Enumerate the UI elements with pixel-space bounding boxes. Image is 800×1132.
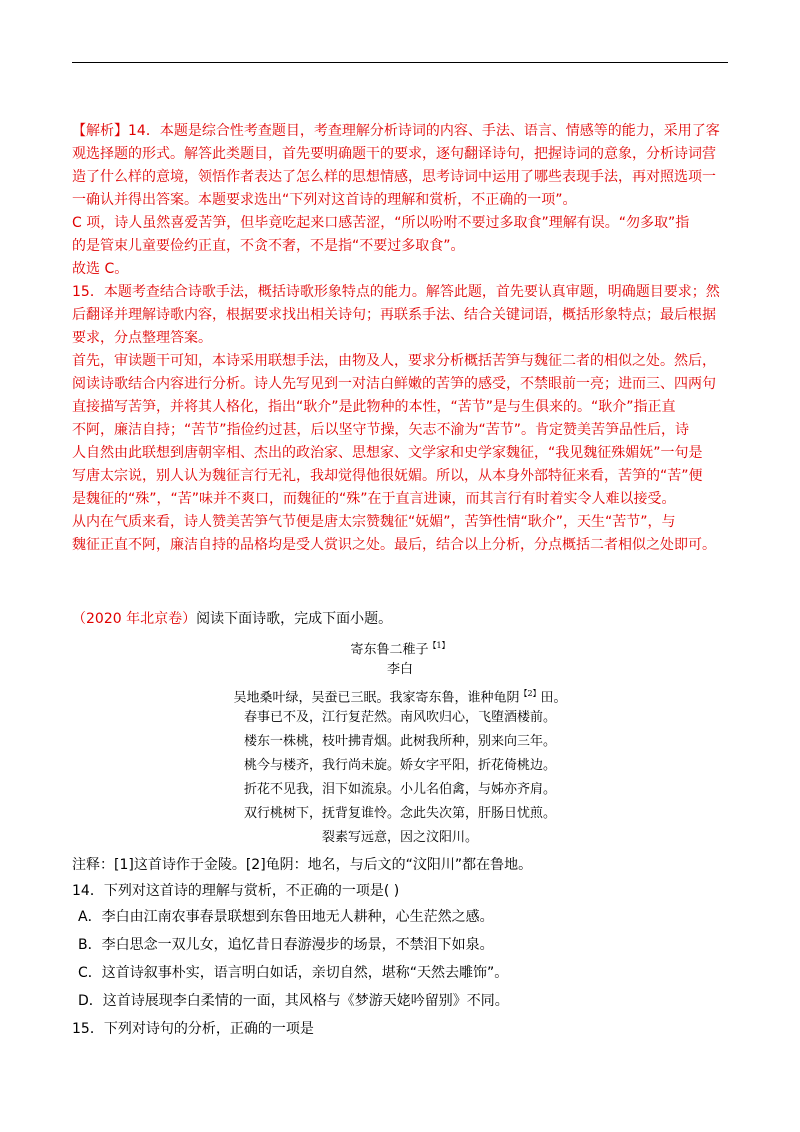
footnote: 注释：[1]这首诗作于金陵。[2]龟阴：地名，与后文的“汶阳川”都在鲁地。 — [72, 857, 533, 873]
analysis-line: 不阿，廉洁自持；“苦节”指俭约过甚，后以坚守节操，矢志不渝为“苦节”。肯定赞美苦笋品性后，诗 — [72, 422, 690, 438]
analysis-line: C 项，诗人虽然喜爱苦笋，但毕竟吃起来口感苦涩，“所以吩咐不要过多取食”理解有误。“勿多取”指 — [72, 215, 690, 231]
poem-line: 春事已不及，江行复茫然。南风吹归心，飞堕酒楼前。 — [243, 710, 556, 725]
option-c: C．这首诗叙事朴实，语言明白如话，亲切自然，堪称“天然去雕饰”。 — [78, 965, 509, 981]
analysis-line: 写唐太宗说，别人认为魏征言行无礼，我却觉得他很妩媚。所以，从本身外部特征来看，苦笋的“苦”便 — [72, 468, 703, 484]
analysis-line: 一确认并得出答案。本题要求选出“下列对这首诗的理解和赏析，不正确的一项”。 — [72, 192, 577, 208]
question-15-stem: 15．下列对诗句的分析，正确的一项是 — [72, 1021, 314, 1037]
analysis-line: 阅读诗歌结合内容进行分析。诗人先写见到一对洁白鲜嫩的苦笋的感受，不禁眼前一亮；进而三、四两句 — [72, 376, 716, 392]
analysis-line: 从内在气质来看，诗人赞美苦笋气节便是唐太宗赞魏征“妩媚”，苦笋性情“耿介”，天生“苦节”，与 — [72, 514, 676, 530]
analysis-line: 观选择题的形式。解答此类题目，首先要明确题干的要求，逐句翻译诗句，把握诗词的意象，分析诗词营 — [72, 146, 716, 162]
footnote-marker: 【1】 — [428, 641, 450, 650]
option-a: A．李白由江南农事春景联想到东鲁田地无人耕种，心生茫然之感。 — [78, 909, 494, 925]
poem — [140, 634, 660, 850]
poem-line: 桃今与楼齐，我行尚未旋。娇女字平阳，折花倚桃边。 — [243, 758, 556, 773]
analysis-line: 人自然由此联想到唐朝宰相、杰出的政治家、思想家、文学家和史学家魏征，“我见魏征殊媚妩”一句是 — [72, 445, 703, 461]
poem-line: 裂素写远意，因之汶阳川。 — [321, 830, 478, 845]
source-instruction: 阅读下面诗歌，完成下面小题。 — [196, 611, 393, 627]
analysis-line: 故选 C。 — [72, 261, 129, 277]
analysis-line: 要求，分点整理答案。 — [72, 330, 212, 346]
question-14-stem: 14．下列对这首诗的理解与赏析，不正确的一项是( ) — [72, 883, 400, 899]
analysis-line: 是魏征的“殊”，“苦”味并不爽口，而魏征的“殊”在于直言进谏，而其言行有时着实令人难以接受。 — [72, 491, 676, 507]
poem-title: 寄东鲁二稚子$^{【1】}$ — [350, 641, 450, 658]
analysis-line: 15．本题考查结合诗歌手法，概括诗歌形象特点的能力。解答此题，首先要认真审题，明确题目要求；然 — [72, 284, 720, 300]
analysis-line: 【解析】14．本题是综合性考查题目，考查理解分析诗词的内容、手法、语言、情感等的能力，采用了客 — [72, 123, 720, 139]
analysis-line: 直接描写苦笋，并将其人格化，指出“耿介”是此物种的本性，“苦节”是与生俱来的。“耿介”指正直 — [72, 399, 676, 415]
option-d: D．这首诗展现李白柔情的一面，其风格与《梦游天姥吟留别》不同。 — [78, 993, 509, 1009]
option-b: B．李白思念一双儿女，追忆昔日春游漫步的场景，不禁泪下如泉。 — [78, 937, 494, 953]
poem-line: 双行桃树下，抚背复谁怜。念此失次第，肝肠日忧煎。 — [243, 806, 556, 821]
analysis-line: 首先，审读题干可知，本诗采用联想手法，由物及人，要求分析概括苦笋与魏征二者的相似之处。然后， — [72, 353, 716, 369]
poem-line: 吴地桑叶绿，吴蚕已三眠。我家寄东鲁，谁种龟阴$^{【2】}$田。 — [233, 689, 567, 706]
header-rule — [72, 62, 728, 63]
analysis-line: 造了什么样的意境，领悟作者表达了怎么样的思想情感，思考诗词中运用了哪些表现手法，再对照选项一 — [72, 169, 716, 185]
poem-author: 李白 — [386, 662, 413, 677]
question-source-line — [72, 606, 732, 632]
analysis-line: 后翻译并理解诗歌内容，根据要求找出相关诗句；再联系手法、结合关键词语，概括形象特点；最后根据 — [72, 307, 716, 323]
analysis-block — [72, 120, 732, 557]
analysis-line: 的是管束儿童要俭约正直，不贪不奢，不是指“不要过多取食”。 — [72, 238, 465, 254]
poem-line: 折花不见我，泪下如流泉。小儿名伯禽，与姊亦齐肩。 — [243, 782, 556, 797]
analysis-line: 魏征正直不阿，廉洁自持的品格均是受人赏识之处。最后，结合以上分析，分点概括二者相似之处即可。 — [72, 537, 716, 553]
source-tag: （2020 年北京卷） — [72, 611, 197, 627]
poem-line: 楼东一株桃，枝叶拂青烟。此树我所种，别来向三年。 — [243, 734, 556, 749]
footnote-marker: 【2】 — [519, 689, 541, 698]
